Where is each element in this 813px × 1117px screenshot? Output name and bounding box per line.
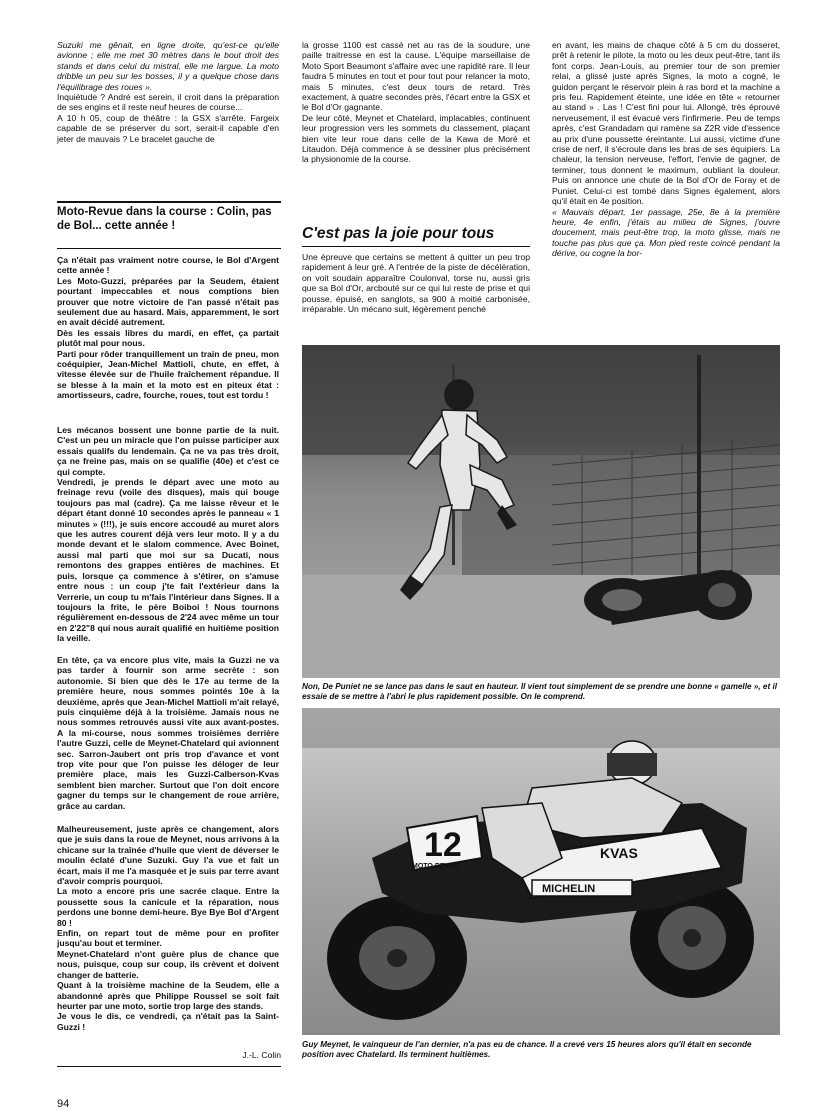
michelin-label: MICHELIN	[542, 883, 596, 895]
column-2-body	[302, 252, 530, 314]
kvas-label: KVAS	[600, 845, 638, 861]
sidebar-paragraph: Je vous le dis, ce vendredi, ça n'était pas la Saint-Guzzi !	[57, 1011, 279, 1032]
page-number: 94	[57, 1098, 70, 1110]
body-paragraph: De leur côté, Meynet et Chatelard, implacables, continuent leur progression vers les sommets du classement, plaçant bien vite leur roue dans celle de la Kawa de Moré et Litaudon. Déjà commence à se dessiner plus précisément la physionomie de la course.	[302, 112, 530, 165]
race-number: 12	[424, 826, 462, 864]
fairing-label: MOTO REVUE	[412, 863, 459, 870]
racer-photo-illustration	[302, 708, 780, 1035]
caption-crash: Non, De Puniet ne se lance pas dans le saut en hauteur. Il vient tout simplement de se prendre une bonne « gamelle », et il essaie de se mettre à l'abri le plus rapidement possible. On le comprend.	[302, 682, 777, 701]
column-3	[552, 40, 780, 259]
crash-photo-illustration	[302, 345, 780, 678]
sidebar-title: Moto-Revue dans la course : Colin, pas de Bol... cette année !	[57, 206, 272, 232]
box-top-rule	[57, 201, 281, 203]
sidebar-paragraph: Vendredi, je prends le départ avec une moto au freinage revu (voile des disques), mais qui bouge toujours pas mal (cadre). Ça me laisse rêveur et le départ étant donné 10 secondes après le panneau « 1 minutes » (!!!), je suis encore accoudé au muret alors que les autres courent déjà vers leur moto. Il y a du monde devant et le slalom commence. Avec Boinet, aussi mal parti que moi sur sa Ducati, nous remontons des grappes entières de machines. Et puis, lorsque ça commence à s'étirer, on s'amuse entre nous : un coup j'te fait l'extérieur dans la Verrerie, un coup tu m'fais l'intérieur dans Signes. Il a toujours la frite, le père Boiboi ! Nous tournons régulièrement en-dessous de 2'24 avec même un tour en 2'22"8 qui nous aurait qualifié en huitième position la veille.	[57, 477, 279, 644]
sidebar-paragraph: Parti pour rôder tranquillement un train de pneu, mon coéquipier, Jean-Michel Mattioli, chute, en effet, à vitesse élevée sur de l'huile fraîchement répandue. Il se blesse à la main et la moto est en piteux état : amortisseurs, cadre, fourche, roues, tout est tordu !	[57, 348, 279, 401]
box-bottom-rule	[57, 1066, 281, 1067]
sidebar-body-3	[57, 655, 279, 811]
section-heading: C'est pas la joie pour tous	[302, 225, 495, 242]
sidebar-paragraph: Malheureusement, juste après ce changement, alors que je suis dans la roue de Meynet, nous arrivons à la chicane sur la traînée d'huile que vient de déverser le moulin éclaté d'une Suzuki. Guy l'a vue et fait un écart, mais il me l'a masquée et je suis par terre avant d'avoir compris pourquoi.	[57, 824, 279, 887]
column-1-intro	[57, 40, 279, 144]
sidebar-paragraph: Les Moto-Guzzi, préparées par la Seudem, étaient pourtant impeccables et nous comptions bien prouver que notre victoire de l'an passé n'était pas seulement due au hasard. Mais, apparemment, le sort en avait décidé autrement.	[57, 275, 279, 328]
body-paragraph: A 10 h 05, coup de théâtre : la GSX s'arrête. Fargeix capable de se préserver du sort, serait-il capable d'en jeter de mauvais ? Le bracelet gauche de	[57, 112, 279, 144]
column-2	[302, 40, 530, 165]
caption-racer: Guy Meynet, le vainqueur de l'an dernier, n'a pas eu de chance. Il a crevé vers 15 heures alors qu'il était en seconde position avec Chatelard. Ils terminent huitièmes.	[302, 1040, 752, 1059]
sidebar-paragraph: En tête, ça va encore plus vite, mais la Guzzi ne va pas tarder à fournir son arme secrète : son autonomie. Si bien que dès le 17e au terme de la première heure, nous sommes pointés 10e à la deuxième, après que Jean-Michel Mattioli m'ait relayé, puis cinquième déjà à la troisième. Jamais nous ne nous sommes retrouvés aussi vite aux avant-postes. A la mi-course, nous sommes troisièmes derrière l'autre Guzzi, celle de Meynet-Chatelard qui avionnent sec. Sarron-Jaubert ont pris trop d'avance et vont trop vite pour que l'on puisse les déloger de leur première place, mais les Guzzi-Calberson-Kvas semblent bien marcher. Surtout que l'on doit encore gagner du temps sur le changement de roue arrière, grâce au cardan.	[57, 655, 279, 811]
quote-paragraph: « Mauvais départ, 1er passage, 25e, 8e à la première heure, 4e enfin, j'étais au milieu de Signes, j'ouvre doucement, mais peut-être trop, la moto glisse, mais ne touche pas plus que ça. Mon pied reste coincé pendant la dérive, ou cogne la bor-	[552, 206, 780, 259]
sidebar-body-2	[57, 425, 279, 644]
box-title-rule	[57, 248, 281, 249]
sidebar-paragraph: Quant à la troisième machine de la Seudem, elle a abandonné après que Philippe Roussel se soit fait heurter par une moto, sortie trop large des stands.	[57, 980, 279, 1011]
sidebar-paragraph: Enfin, on repart tout de même pour en profiter jusqu'au bout et terminer.	[57, 928, 279, 949]
sidebar-paragraph: La moto a encore pris une sacrée claque. Entre la poussette sous la canicule et la réparation, nous perdons une bonne demi-heure. Bye Bye Bol d'Argent 80 !	[57, 886, 279, 928]
sidebar-body-1	[57, 255, 279, 401]
signature: J.-L. Colin	[242, 1050, 281, 1060]
quote-paragraph: Suzuki me gênait, en ligne droite, qu'est-ce qu'elle avionne ; elle me met 30 mètres dans le bout droit des stands et dans celui du mistral, elle me largue. La moto dribble un peu sur les bosses, il y a quelque chose dans l'équilibrage des roues ».	[57, 40, 279, 92]
sidebar-paragraph: Dès les essais libres du mardi, en effet, ça partait plutôt mal pour nous.	[57, 327, 279, 349]
photo-crash	[302, 345, 780, 678]
sidebar-paragraph: Ça n'était pas vraiment notre course, le Bol d'Argent cette année !	[57, 255, 279, 276]
body-paragraph: Inquiétude ? André est serein, il croit dans la préparation de ses engins et il reste neuf heures de course...	[57, 92, 279, 113]
photo-racer	[302, 708, 780, 1035]
body-paragraph: la grosse 1100 est cassé net au ras de la soudure, une paille traitresse en est la cause. L'équipe marseillaise de Moto Sport Beaumont s'affaire avec une rapidité rare. Il leur faudra 5 minutes en tout et pour tout pour relancer la moto, mais 5 minutes, c'est deux tours de retard. Très exactement, à quatre secondes près, l'écart entre la GSX et le Bol d'Or gagnante.	[302, 40, 530, 113]
sidebar-paragraph: Meynet-Chatelard n'ont guère plus de chance que nous, puisque, coup sur coup, ils crèvent et doivent changer de batterie.	[57, 948, 279, 980]
body-paragraph: en avant, les mains de chaque côté à 5 cm du dosseret, prêt à retenir le pilote, la moto ou les deux peut-être, tant ils font corps. Jean-Louis, au premier tour de son premier relai, a glissé juste après Signes, la moto a cogné, le guidon perçant le réservoir plein à ras bord et la machine a pris feu. Rapidement éteinte, une idée en tête « retourner au stand » . Las ! C'est fini pour lui. Allongé, très éprouvé nerveusement, il est évacué vers l'infirmerie. Peu de temps après, c'est Grandadam qui ramène sa Z2R vide d'essence au prix d'une poussette éreintante. Lui aussi, victime d'une crise de nerf, il s'écroule dans les bras de ses équipiers. La chaleur, la tension nerveuse, l'effort, l'envie de gagner, de terminer, tous donnent le maximum, oubliant la douleur. Puis on annonce une chute de la Bol d'Or de Foray et de Puniet. Celui-ci est tombé dans Signes également, alors qu'il était en 4e position.	[552, 40, 780, 207]
heading-rule	[302, 246, 530, 247]
body-paragraph: Une épreuve que certains se mettent à quitter un peu trop rapidement à leur gré. A l'entrée de la piste de décélération, on voit soudain apparaître Coulonval, torse nu, aussi gris que sa Bol d'Or, arcbouté sur ce qui lui reste de prise et qui pousse, épuisé, en sanglots, sa 900 à moitié carbonisée, irréparable. Un mécano suit, légèrement penché	[302, 252, 530, 315]
sidebar-paragraph: Les mécanos bossent une bonne partie de la nuit. C'est un peu un miracle que l'on puisse participer aux essais qualifs du lendemain. Ça ne va pas très droit, ça ne freine pas, mais on se qualifie (40e) et c'est ce qui compte.	[57, 425, 279, 477]
sidebar-body-4	[57, 824, 279, 1032]
